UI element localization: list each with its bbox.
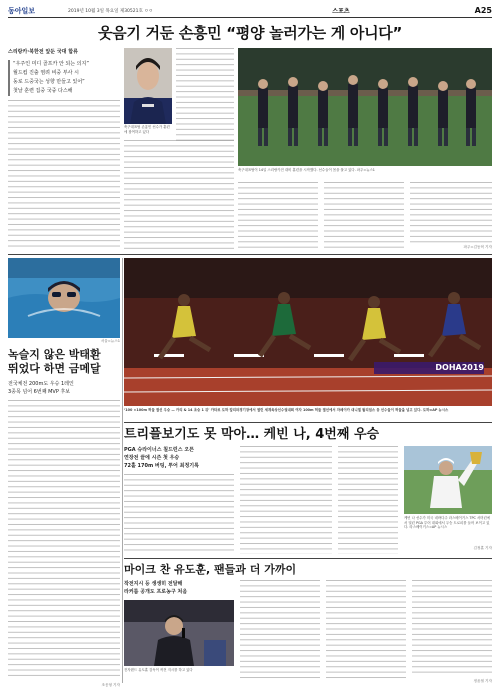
masthead <box>8 4 492 18</box>
swim-story-byline: 조응형 기자 <box>101 683 120 687</box>
golf-sub-line3: 72홀 170m 버팅, 투어 최정기록 <box>124 463 199 469</box>
section-divider <box>124 558 492 559</box>
coach-sub-line2: 라커룸 공개도 프로농구 처음 <box>124 589 188 595</box>
coach-photo-caption: 전자랜드 유도훈 감독이 작전 지시를 하고 있다 <box>124 668 193 672</box>
stadium-banner: DOHA2019 <box>435 363 484 372</box>
swim-sub-line1: 전국체전 200m도 우승 1레인 <box>8 381 74 387</box>
top-story-body-col2 <box>176 48 234 143</box>
inset-photo-caption: 축구대표팀 손흥민 선수가 훈련에 참여하고 있다 <box>124 125 170 134</box>
coach-story-body-col3 <box>412 580 492 676</box>
coach-story-subheads <box>124 580 234 596</box>
swim-story-body <box>8 400 120 680</box>
swim-sub-line2: 3종목 넘어 6번째 MVP 후보 <box>8 389 71 395</box>
golfer-photo-caption: 케빈 나 선수가 미국 네바다주 라스베이거스 TPC 서머린에서 열린 PGA 투어 대회에서 우승 트로피를 들어 보이고 있다. 라스베이거스=AP 뉴시스 <box>404 516 491 530</box>
top-story-headline: 웃음기 거둔 손흥민 “평양 놀러가는 게 아니다” <box>97 24 403 42</box>
training-photo-caption: 축구대표팀이 14일 스리랑카전 대비 훈련을 시작했다. 선수들이 몸을 풀고 있다. 파주=뉴스1 <box>238 168 375 172</box>
swim-headline-line2: 뛰었다 하면 금메달 <box>8 362 101 375</box>
golf-sub-line2: 연장전 끝에 시즌 첫 우승 <box>124 455 180 461</box>
hurdle-photo-caption: ‘100 ×100m 허들 결선 우승 — 카리 & 14 초승 1 위’ 카타르 도하 칼리파경기장에서 열린 세계육상선수권대회 여자 100m 허들 결선에서 자메이카 대니엘 윌리엄스 등 선수들이 허들을 넘고 있다. 도하=AP 뉴시스 <box>124 408 449 412</box>
section-divider <box>8 254 492 255</box>
swimmer-photo-credit: 서울=뉴스1 <box>100 339 120 343</box>
swim-story-headline <box>8 348 120 376</box>
golf-story-byline: 김정훈 기자 <box>473 546 492 550</box>
page-number: A25 <box>474 6 492 15</box>
coach-sub-line1: 작전지시 등 생생히 전달해 <box>124 581 183 587</box>
inset-portrait-photo <box>124 48 172 124</box>
top-story-body-col5 <box>324 182 404 250</box>
golf-story-body-col2 <box>240 446 332 554</box>
golf-story-body-col1 <box>124 474 234 554</box>
section-divider <box>124 422 492 423</box>
coach-story-byline: 정윤철 기자 <box>473 679 492 683</box>
swim-story-subheads <box>8 380 120 396</box>
training-photo <box>238 48 492 166</box>
coach-story-body-col1 <box>240 580 320 680</box>
top-story-subheads <box>8 60 120 96</box>
section-name: 스포츠 <box>332 8 350 15</box>
swim-headline-line1: 녹슬지 않은 박태환 <box>8 348 101 361</box>
subhead-line: “우주인 미디 골프카 안 되는 의지” <box>13 61 89 67</box>
subhead-line: 첫날 훈련 집중 국중 다스해 <box>13 88 73 94</box>
golf-story-subheads <box>124 446 234 470</box>
golf-story-headline: 트리플보기도 못 막아… 케빈 나, 4번째 우승 <box>124 427 380 442</box>
top-story-byline: 파주=김동혁 기자 <box>463 245 492 249</box>
newspaper-name: 동아일보 <box>8 6 36 15</box>
coach-photo <box>124 600 234 666</box>
swimmer-photo <box>8 258 120 338</box>
top-story-body-col6b <box>410 182 492 244</box>
hurdle-race-photo <box>124 258 492 406</box>
top-story-body-col3 <box>124 140 234 250</box>
top-story-body-col1 <box>8 100 120 250</box>
golf-sub-line1: PGA 슈라이너스 칠드런스 오픈 <box>124 447 194 453</box>
coach-story-body-col2 <box>326 580 406 680</box>
golfer-photo <box>404 446 492 514</box>
subhead-line: 동로 드중국는 성향 만들고 있어” <box>13 79 85 85</box>
issue-date: 2019년 10월 3일 목요일 제30521호 ㅇㅇ <box>68 8 153 14</box>
subhead-line: 월드컵 진출 염려 비중 부사 시 <box>13 70 79 76</box>
golf-story-body-col3 <box>338 446 398 554</box>
column-divider <box>122 258 123 683</box>
top-story-kicker: 스리랑카·북한전 앞둔 국대 합류 <box>8 49 78 55</box>
top-story-body-col4 <box>238 182 318 250</box>
coach-story-headline: 마이크 찬 유도훈, 팬들과 더 가까이 <box>124 563 297 576</box>
